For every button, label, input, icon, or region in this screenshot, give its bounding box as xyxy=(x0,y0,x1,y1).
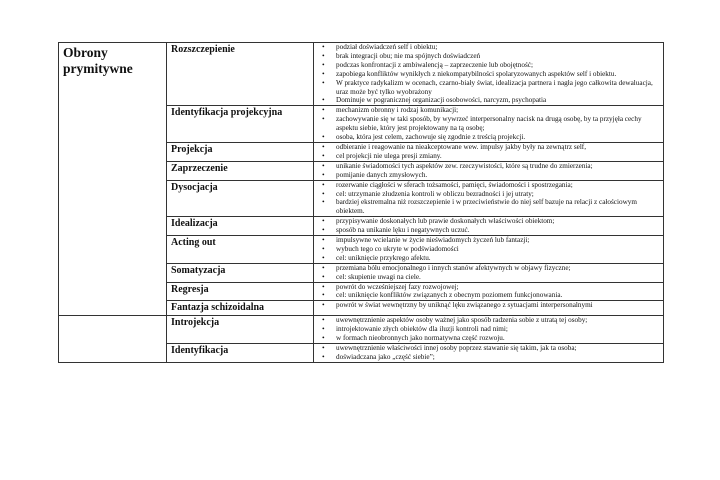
description-cell xyxy=(314,301,664,316)
list-item: • uwewnętrznienie aspektów osoby ważnej jako sposób radzenia sobie z utratą tej osoby; xyxy=(314,316,661,325)
list-item: • impulsywne wcielanie w życie nieświadomych życzeń lub fantazji; xyxy=(314,236,661,245)
bullet-list xyxy=(314,236,663,263)
bullet-list xyxy=(314,181,663,217)
description-cell xyxy=(314,282,664,301)
list-item: • cel: uniknięcie konfliktów związanych z obecnym poziomem funkcjonowania. xyxy=(314,291,661,300)
mechanism-name: Rozszczepienie xyxy=(167,43,314,106)
mechanism-name: Identyfikacja projekcyjna xyxy=(167,106,314,143)
mechanism-name: Fantazja schizoidalna xyxy=(167,301,314,316)
bullet-list xyxy=(314,43,663,105)
list-item: • rozerwanie ciągłości w sferach tożsamości, pamięci, świadomości i spostrzegania; xyxy=(314,181,661,190)
list-item: • cel: skupienie uwagi na ciele. xyxy=(314,273,661,282)
list-item: • przypisywanie doskonałych lub prawie doskonałych właściwości obiektom; xyxy=(314,217,661,226)
list-item: • zapobiega konfliktów wynikłych z niekompatybilności spolaryzowanych aspektów self i obiektu. xyxy=(314,70,661,79)
description-cell xyxy=(314,161,664,180)
list-item: • bardziej ekstremalna niż rozszczepienie i w przeciwieństwie do niej self bazuje na relacji z całościowym obiektem. xyxy=(314,198,661,216)
mechanism-name: Regresja xyxy=(167,282,314,301)
list-item: • introjektowanie złych obiektów dla iluzji kontroli nad nimi; xyxy=(314,325,661,334)
list-item: • powrót do wcześniejszej fazy rozwojowej; xyxy=(314,283,661,292)
list-item: • unikanie świadomości tych aspektów zew. rzeczywistości, które są trudne do zmierzenia; xyxy=(314,162,661,171)
description-cell xyxy=(314,316,664,344)
description-cell xyxy=(314,236,664,264)
list-item: • sposób na unikanie lęku i negatywnych uczuć. xyxy=(314,226,661,235)
mechanism-name: Idealizacja xyxy=(167,217,314,236)
bullet-list xyxy=(314,301,663,310)
bullet-list xyxy=(314,162,663,180)
bullet-list xyxy=(314,283,663,301)
description-cell xyxy=(314,106,664,143)
list-item: • Dominuje w pogranicznej organizacji osobowości, narcyzm, psychopatia xyxy=(314,96,661,105)
list-item: • mechanizm obronny i rodzaj komunikacji; xyxy=(314,106,661,115)
list-item: • przemiana bólu emocjonalnego i innych stanów afektywnych w objawy fizyczne; xyxy=(314,264,661,273)
description-cell xyxy=(314,344,664,363)
list-item: • cel: uniknięcie przykrego afektu. xyxy=(314,254,661,263)
list-item: • doświadczana jako „część siebie”; xyxy=(314,353,661,362)
list-item: • podczas konfrontacji z ambiwalencją – zaprzeczenie lub obojętność; xyxy=(314,61,661,70)
bullet-list xyxy=(314,143,663,161)
description-cell xyxy=(314,180,664,217)
description-cell xyxy=(314,263,664,282)
group-cell xyxy=(59,316,167,363)
mechanism-name: Somatyzacja xyxy=(167,263,314,282)
list-item: • wybuch tego co ukryte w podświadomości xyxy=(314,245,661,254)
list-item: • cel projekcji nie ulega presji zmiany. xyxy=(314,152,661,161)
mechanism-name: Introjekcja xyxy=(167,316,314,344)
list-item: • cel: utrzymanie złudzenia kontroli w obliczu bezradności i jej utraty; xyxy=(314,190,661,199)
list-item: • w formach nieobronnych jako normatywna część rozwoju. xyxy=(314,334,661,343)
bullet-list xyxy=(314,264,663,282)
list-item: • brak integracji obu; nie ma spójnych doświadczeń xyxy=(314,52,661,61)
bullet-list xyxy=(314,344,663,362)
table-body xyxy=(59,43,664,363)
description-cell xyxy=(314,43,664,106)
mechanism-name: Projekcja xyxy=(167,142,314,161)
list-item: • powrót w świat wewnętrzny by uniknąć lęku związanego z sytuacjami interpersonalnymi xyxy=(314,301,661,310)
description-cell xyxy=(314,217,664,236)
table-row xyxy=(59,316,664,344)
bullet-list xyxy=(314,106,663,142)
list-item: • uwewnętrznienie właściwości innej osoby poprzez stawanie się takim, jak ta osoba; xyxy=(314,344,661,353)
mechanism-name: Identyfikacja xyxy=(167,344,314,363)
defense-mechanisms-table xyxy=(58,42,664,363)
list-item: • W praktyce radykalizm w ocenach, czarno-biały świat, idealizacja partnera i nagła jego całkowita dewaluacja, uraz może być tylko wyobrażony xyxy=(314,79,661,97)
table-row xyxy=(59,43,664,106)
bullet-list xyxy=(314,217,663,235)
list-item: • pomijanie danych zmysłowych. xyxy=(314,171,661,180)
description-cell xyxy=(314,142,664,161)
mechanism-name: Acting out xyxy=(167,236,314,264)
list-item: • osoba, która jest celem, zachowuje się zgodnie z treścią projekcji. xyxy=(314,133,661,142)
list-item: • podział doświadczeń self i obiektu; xyxy=(314,43,661,52)
mechanism-name: Zaprzeczenie xyxy=(167,161,314,180)
mechanism-name: Dysocjacja xyxy=(167,180,314,217)
list-item: • zachowywanie się w taki sposób, by wywrzeć interpersonalny nacisk na drugą osobę, by ta przyjęła cechy aspektu siebie, który jest projektowany na tą osobę; xyxy=(314,115,661,133)
group-cell: Obrony prymitywne xyxy=(59,43,167,316)
list-item: • odbieranie i reagowanie na nieakceptowane wew. impulsy jakby były na zewnątrz self, xyxy=(314,143,661,152)
bullet-list xyxy=(314,316,663,343)
